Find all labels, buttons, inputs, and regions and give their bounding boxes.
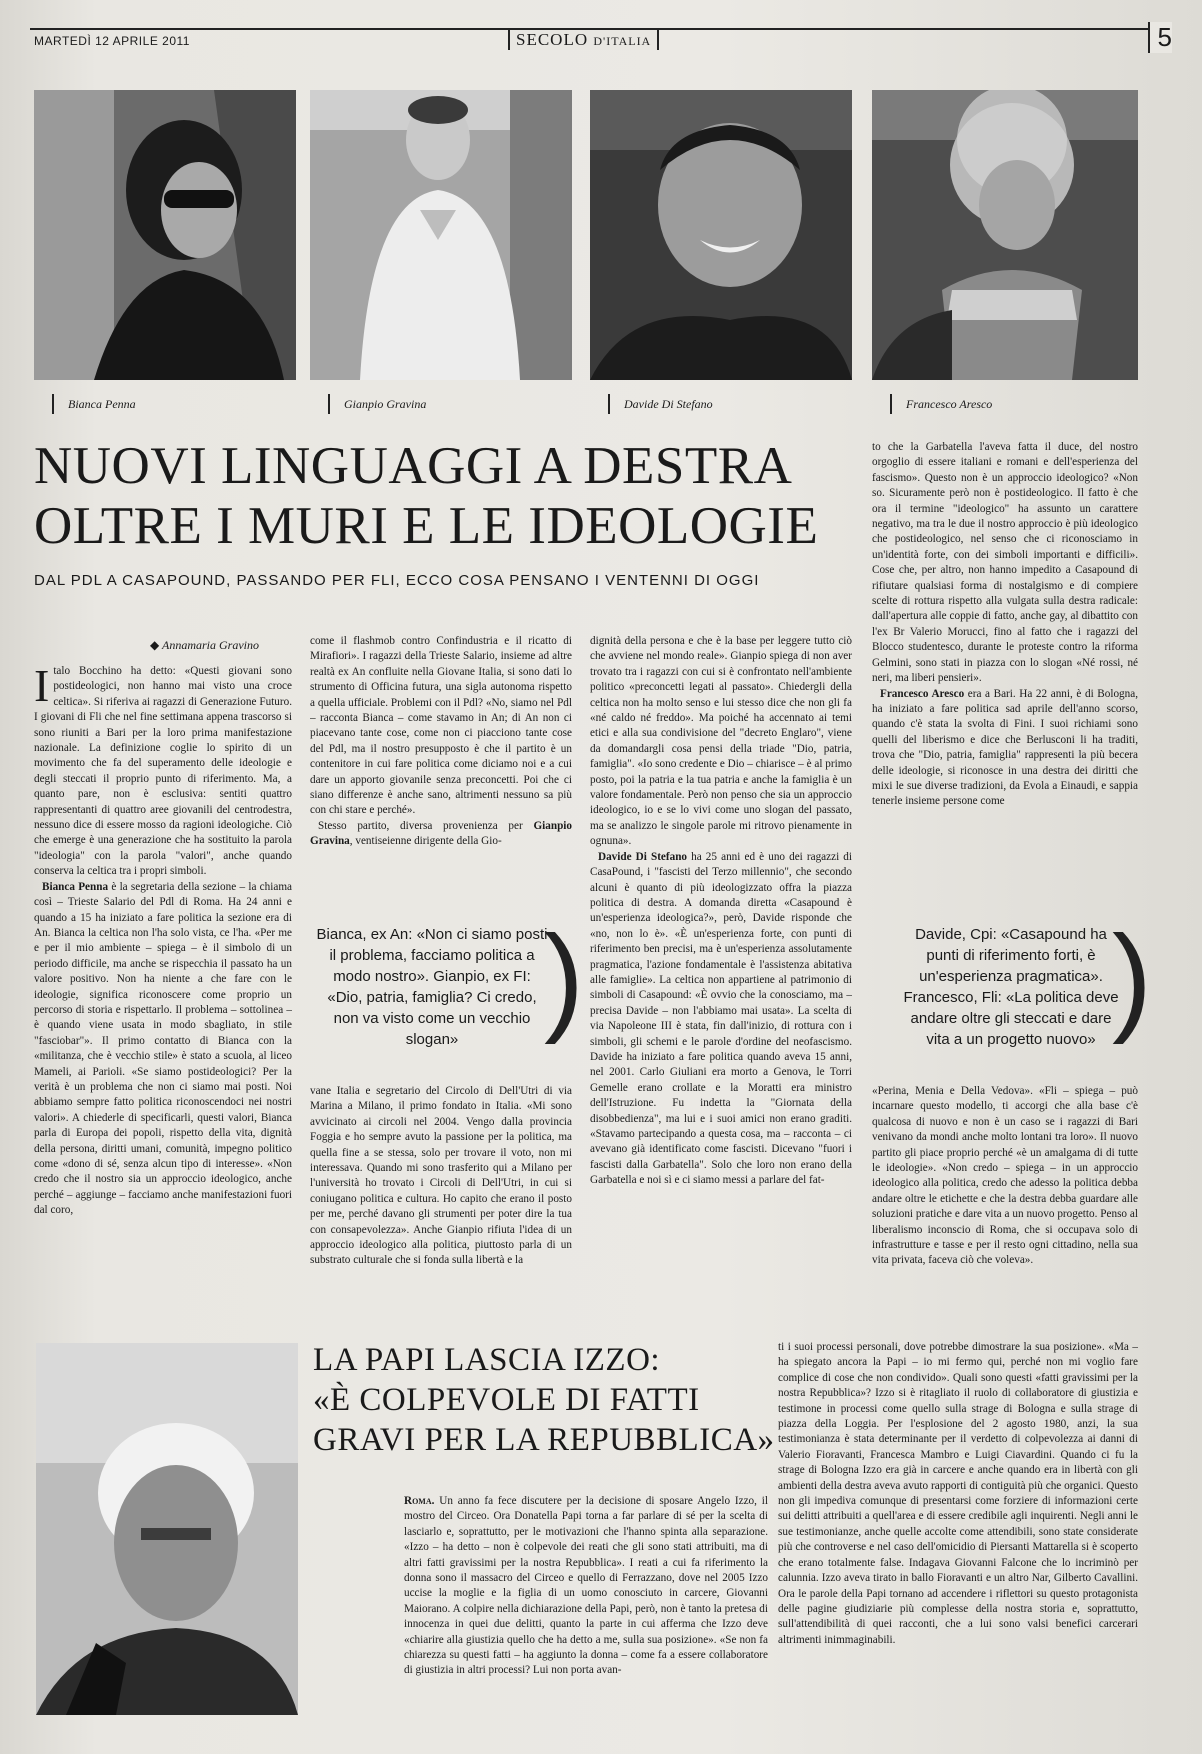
page-number: 5 — [1148, 22, 1172, 53]
pull-quote-right — [900, 911, 1152, 1050]
name-francesco: Francesco Aresco — [880, 687, 965, 700]
byline: ◆ Annamaria Gravino — [150, 638, 260, 652]
article2-lead — [404, 1494, 768, 1679]
article2-column-1 — [404, 1494, 768, 1718]
paragraph-davide — [590, 850, 852, 1189]
col2-text-top: come il flashmob contro Confindustria e il ricatto di Mirafiori». I ragazzi della Trieste Salario, insieme ad altre realtà ex An confluite nella Giovane Italia, si sono dati lo strumento di Officina futura, una sigla autonoma rispetto a quella ufficiale. Problemi con il Pdl? «No, siamo nel Pdl – racconta Bianca – come stavamo in An; di An non ci piacevano tante cose, come non ci piacciono tante cose del Pdl, ma il nostro presupposto è che il partito è un contenitore in cui fare politica come diciamo noi e a cui dare un apporto giovanile senza preconcetti. Poi che ci siano differenze è anche sano, altrimenti nessuno sa più con chi stare e perché». — [310, 635, 572, 817]
article2-col2-text: ti i suoi processi personali, dove potrebbe dimostrare la sua posizione». «Ma – ha spiegato ancora la Papi – io mi fermo qui, perché non mi voglio fare complice di cose che non condivido». Quali sono questi «fatti gravissimi per la nostra Repubblica»? Izzo si è ritagliato il ruolo di collaboratore di giustizia e testimone in processi come quello sulla strage di Bologna e sulla strage di piazza della Loggia. Per l'esplosione del 2 agosto 1980, anzi, la sua testimonianza è stata determinante per il verdetto di colpevolezza ai danni di Valerio Fioravanti, Francesca Mambro e Luigi Ciavardini. Quando ci fu la strage di Bologna Izzo era già in carcere e anche quando era in libertà con gli ambienti della destra aveva avuto rapporti di contiguità più che organici. Questo non gli impediva comunque di presentarsi come forziere di informazioni certe sui delitti attribuiti a quell'area e di essere credibile agli inquirenti. Negli anni le sue testimonianze, anche quelle accolte come attendibili, sono state considerate più che controverse e nel caso dell'omicidio di Piersanti Mattarella si è scoperto che erano totalmente false. Indagava Giovanni Falcone che lo incriminò per calunnia. Izzo aveva tirato in ballo Fioravanti e un altro Nar, Gilberto Cavallini. Ora le parole della Papi tornano ad accendere i riflettori su questo protagonista delle pagine giudiziarie più complesse della nostra storia e, soprattutto, sull'attendibilità di quei racconti, che a lui sono valsi benefici carcerari altrimenti inimmaginabili. — [778, 1341, 1138, 1646]
name-gianpio: Gianpio Gravina — [310, 819, 572, 848]
caption-davide: Davide Di Stefano — [608, 394, 713, 414]
page-header — [30, 22, 1172, 56]
col3-text-top: dignità della persona e che è la base per leggere tutto ciò che avviene nel mondo reale». Gianpio spiega di non aver trovato tra i ragazzi con cui si è confrontato nell'ambiente politico «preconcetti legati al passato». Chiedergli della celtica non ha molto senso e lui stesso dice che non gli fa «né caldo né freddo». Ma poiché ha accennato ai temi etici e alla sua condivisione del "decreto Englaro", viene da domandargli cosa pensi della triade "Dio, patria, famiglia". «Io sono credente e Dio – chiarisce – è al primo posto, poi la patria e la tua patria e anche la famiglia è un valore fondamentale. Però non penso che sia un approccio ideologico, io e se lo vivi come uno slogan del passato, ma se analizzo le singole parole mi ritrovo pienamente in ognuna». — [590, 635, 852, 848]
intro-text: talo Bocchino ha detto: «Questi giovani sono postideologici, non hanno mai visto una croce celtica». Si riferiva ai ragazzi di Generazione Futuro. I giovani di Fli che nel fine settimana appena trascorso si sono riuniti a Bari per la loro prima manifestazione nazionale. La definizione coglie lo spirito di un movimento che fa del superamento delle ideologie e degli steccati il proprio punto di riferimento. Ma, a quanto pare, non è esclusiva: sentiti quattro rappresentanti di quattro aree giovanili del centrodestra, nessuno dice di essere mosso da ragioni ideologiche. Ciò che emerge è una generazione che ha sostituito la parola "ideologia" con la parola "valori", anche quando conserva la celtica tra i propri simboli. — [34, 665, 292, 878]
article-column-2-top — [310, 634, 572, 896]
photo-bianca-penna — [34, 90, 296, 380]
paragraph-bianca — [34, 880, 292, 1219]
gianpio-text: , ventiseienne dirigente della Gio- — [349, 835, 502, 848]
francesco-text: era a Bari. Ha 22 anni, è di Bologna, ha iniziato a fare politica sad aprile dell'anno scorso, quando c'è stata la svolta di Fini. I suoi richiami sono quelli del liberismo e dice che Berlusconi li ha traditi, trova che "Dio, patria, famiglia" rappresenti la più becera delle ideologie, si riconosce in una destra dei diritti che mixi le sue diverse tradizioni, da Evola a Einaudi, e sappia tenerle insieme persone come — [872, 687, 1138, 808]
article-column-4-top — [872, 440, 1138, 884]
col2-text-bottom: vane Italia e segretario del Circolo di Dell'Utri di via Marina a Milano, il primo fondato in Italia. «Mi sono avvicinato ai circoli nel 2004. Vengo dalla provincia Foggia e ho sempre avuto la passione per la politica, ma quella fine a se stessa, solo per trovare il voto, non mi interessava. Quando mi sono trasferito qui a Milano per l'università ho trovato i Circoli di Dell'Utri, in cui si coniugano politica e cultura. Ho capito che erano il posto per me, perché davano gli strumenti per poter dire la tua con consapevolezza». Anche Gianpio rifiuta l'idea di un approccio ideologico alla politica, piuttosto parla di un substrato culturale che si fonda sulla libertà e la — [310, 1085, 572, 1267]
caption-francesco: Francesco Aresco — [890, 394, 992, 414]
paper-name-suffix: D'ITALIA — [593, 34, 652, 48]
article2-headline — [313, 1340, 783, 1460]
paper-name-main: SECOLO — [516, 30, 589, 49]
caption-gianpio: Gianpio Gravina — [328, 394, 426, 414]
quote-bracket-icon: ) — [1112, 911, 1152, 1045]
col4-text-bottom: «Perina, Menia e Della Vedova». «Fli – spiega – può incarnare questo modello, ti accorgi che alla base c'è qualcosa di nuovo e non è un caso se i ragazzi di Bari venivano da mondi anche molto lontani tra loro». Il nuovo partito gli piace proprio perché «è un amalgama di di tutte le ideologie». «Non credo – spiega – in un approccio ideologico alla politica, credo che adesso la politica debba andare oltre le etichette e che la destra debba guardare alle soluzioni pratiche e dare vita a un nuovo progetto. Penso al liberalismo inconscio di Roma, che si occupava solo di infrastrutture e tasse e per il resto ogni cittadino, nella sua vita privata, faceva ciò che voleva». — [872, 1085, 1138, 1267]
issue-date: MARTEDÌ 12 APRILE 2011 — [34, 34, 190, 48]
article-column-2-bottom — [310, 1084, 572, 1306]
davide-text: ha 25 anni ed è uno dei ragazzi di CasaPound, i "fascisti del Terzo millennio", che secondo alcuni è quanto di più ideologizzato offra la piazza politica di destra. A domanda diretta «Casapound è un'esperienza ideologica?», però, Davide risponde che «no, non lo è». «È un'esperienza forte, con punti di riferimento ben precisi, ma è un'esperienza assolutamente pragmatica, l'azione fondamentale è l'assistenza abitativa alle famiglie». La celtica non appartiene al patrimonio di simboli di Casapound: «È ovvio che la conosciamo, ma – precisa Davide – non l'abbiamo mai usata». La scelta di via Napoleone III è stata, fin dall'inizio, di rottura con i simboli, gli schemi e le parole d'ordine del neofascismo. Davide ha iniziato a fare politica quando aveva 15 anni, nel 2001. Carlo Giuliani era morto a Genova, le Torri Gemelle erano crollate e la Moratti era ministro dell'Istruzione. Fu indetta la "Giornata della disobbedienza", ma lui e i suoi amici non erano graditi. «Stavamo partecipando a questa cosa, ma – racconta – ci avevano già identificato come fascisti. Dicevano "fuori i fascisti dalla Garbatella". Solo che loro non erano della Garbatella e noi sì e ci siamo messi a parlare del fat- — [590, 850, 852, 1187]
name-bianca: Bianca Penna — [42, 880, 109, 893]
paragraph-intro — [34, 664, 292, 880]
headline2-line-3: GRAVI PER LA REPUBBLICA» — [313, 1422, 775, 1458]
pull-quote-left-text: Bianca, ex An: «Non ci siamo posti il problema, facciamo politica a modo nostro». Gianpio, ex FI: «Dio, patria, famiglia? Ci credo, non va visto come un vecchio slogan» — [316, 926, 548, 1048]
pull-quote-right-text: Davide, Cpi: «Casapound ha punti di riferimento forti, è un'esperienza pragmatica». Francesco, Fli: «La politica deve andare oltre gli steccati e dare vita a un progetto nuovo» — [903, 926, 1119, 1048]
pull-quote-left — [316, 911, 584, 1050]
byline-author: Annamaria Gravino — [162, 638, 260, 652]
article-subhead: DAL PDL A CASAPOUND, PASSANDO PER FLI, ECCO COSA PENSANO I VENTENNI DI OGGI — [34, 572, 760, 589]
photo-davide-di-stefano — [590, 90, 852, 380]
paper-name — [508, 30, 659, 50]
headline-line-2: OLTRE I MURI E LE IDEOLOGIE — [34, 497, 819, 555]
caption-bianca: Bianca Penna — [52, 394, 136, 414]
col4-text-top: to che la Garbatella l'aveva fatta il duce, del nostro orgoglio di essere italiani e romani e dell'esperienza del fascismo». Questo non è un approccio ideologico? «Non so. Sicuramente però non è postideologico. Il fatto è che ora il termine "ideologico" ha assunto un carattere negativo, ma tra le due il nostro approccio è più ideologico che postideologico, nel senso che ci riconosciamo in un'identità forte, con dei simboli importanti e difficili». Cose che, per altro, non hanno impedito a Casapound di rifiutare qualsiasi forma di nostalgismo e di compiere scelte di rottura rispetto alla vulgata sulla destra radicale: dall'apertura alle coppie di fatto, anche gay, al dibattito con l'ex Br Valerio Morucci, fino al fatto che i ragazzi del Blocco studentesco, durante le proteste contro la riforma Gelmini, sono stati in piazza con lo slogan «Né rossi, né neri, ma liberi pensieri». — [872, 441, 1138, 685]
headline-line-1: NUOVI LINGUAGGI A DESTRA — [34, 437, 793, 495]
photo-donatella-papi — [36, 1343, 298, 1715]
article-column-3 — [590, 634, 852, 1306]
dateline: Roma. — [404, 1495, 435, 1507]
paragraph-gianpio — [310, 819, 572, 850]
article-headline — [34, 436, 864, 556]
photo-francesco-aresco — [872, 90, 1138, 380]
name-davide: Davide Di Stefano — [598, 850, 688, 863]
bianca-text: è la segretaria della sezione – la chiama così – Trieste Salario del Pdl di Roma. Ha 24 anni e quando a 15 ha iniziato a fare politica la sezione era di An. Bianca la celtica non l'ha solo vista, ce l'ha. «Per me e per il mio ambiente – spiega – è il simbolo di un periodo difficile, ma anche se rispecchia il passato ha un valore positivo. Non ha niente a che fare con le ideologie, significa riconoscere come proprio un percorso di storia e rispettarlo. Il problema – sottolinea – è quando viene usata in modo sbagliato, in stile "fasciobar"». Il primo contatto di Bianca con la «militanza, che è vecchio stile» è stato a scuola, al liceo Mameli, ai Parioli. «Se siamo postideologici? Per la verità è un problema che non ci siamo mai posti. Noi abbiamo sempre fatto politica riconoscendoci nei nostri valori». A chiederle di specificarli, questi valori, Bianca parla di Europa dei popoli, rispetto della vita, dignità della persona, diritti umani, comunità, impegno politico come «dono di sé, senza alcun tipo di interesse». «Non credo che il nostro sia un approccio ideologico, anche perché – aggiunge – facciamo anche manifestazioni fuori dal coro, — [34, 880, 292, 1217]
headline2-line-1: LA PAPI LASCIA IZZO: — [313, 1342, 661, 1378]
article2-col1-text: Un anno fa fece discutere per la decisione di sposare Angelo Izzo, il mostro del Circeo. Ora Donatella Papi torna a far parlare di sé per la scelta di lasciarlo e, soprattutto, per le motivazioni che l'hanno spinta alla separazione. «Izzo – ha detto – non è colpevole dei reati che gli sono stati attribuiti, ma di altri fatti gravissimi per la nostra Repubblica». I reati a cui fa riferimento la donna sono il massacro del Circeo e quello di Ferrazzano, dove nel 2005 Izzo uccise la moglie e la figlia di un uomo conosciuto in carcere, Giovanni Maiorano. A colpire nella dichiarazione della Papi, però, non è tanto la pretesa di innocenza in quei due delitti, quanto la parte in cui afferma che Izzo deve «chiarire alla giustizia quello che ha detto a me, sulla sua posizione». «Se non fa chiarezza su questi fatti – ha aggiunto la donna – come fa a essere collaboratore di giustizia in altri processi? Lui non porta avan- — [404, 1495, 768, 1677]
headline2-line-2: «È COLPEVOLE DI FATTI — [313, 1382, 700, 1418]
paragraph-francesco — [872, 687, 1138, 810]
article-column-4-bottom — [872, 1084, 1138, 1306]
article2-column-2 — [778, 1340, 1138, 1718]
gianpio-lead: Stesso partito, diversa provenienza per — [318, 819, 534, 832]
photo-gianpio-gravina — [310, 90, 572, 380]
article-column-1 — [34, 664, 292, 1304]
quote-bracket-icon: ) — [544, 911, 584, 1045]
dropcap: I — [34, 664, 50, 711]
